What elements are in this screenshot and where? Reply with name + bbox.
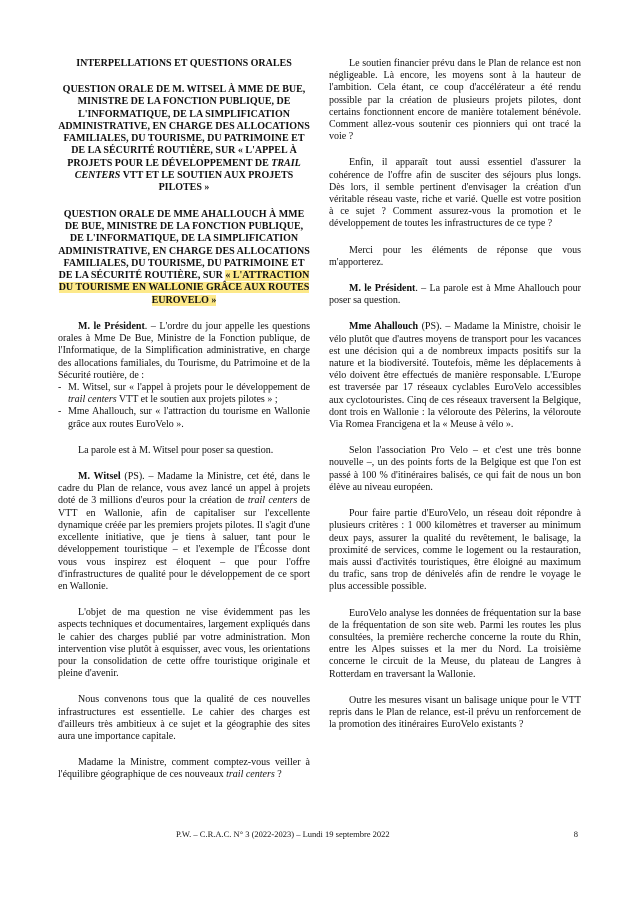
- president-floor-speaker: M. le Président: [349, 283, 416, 295]
- question2-heading-highlight: « L'ATTRACTION DU TOURISME EN WALLONIE GRÂCE AUX ROUTES EUROVELO »: [58, 270, 310, 306]
- left-column: [58, 58, 310, 782]
- witsel-p4-italic: trail centers: [226, 769, 275, 781]
- question2-heading-text: QUESTION ORALE DE MME AHALLOUCH À MME DE BUE, MINISTRE DE LA FONCTION PUBLIQUE, DE L'INFORMATIQUE, DE LA SIMPLIFICATION ADMINISTRATIVE, EN CHARGE DES ALLOCATIONS FAMILIALES, DU TOURISME, DU PATRIMOINE ET DE LA SÉCURITÉ ROUTIÈRE, SUR: [58, 208, 310, 282]
- witsel-speaker: M. Witsel: [78, 471, 121, 483]
- witsel-p1-text2: de VTT en Wallonie, afin de capitaliser sur l'excellente dynamique créée par les premiers projets pilotes. Il s'agit d'une excellente initiative, que je tiens à saluer, tant pour le développement touristique – et l'exemple de l'Écosse dont vous vous inspirez est éloquent – que pour l'offre d'infrastructures de qualité pour le développement de ce sport en Wallonie.: [58, 495, 310, 592]
- floor-witsel: La parole est à M. Witsel pour poser sa question.: [78, 444, 274, 456]
- witsel-paragraph-5: Le soutien financier prévu dans le Plan de relance est non négligeable. Là encore, les moyens sont à la hauteur de l'ambition. Cela étant, ce coup d'accélérateur a été rendu possible par la création de plusieurs projets pilotes, dont certains fonctionnent encore de manière totalement bénévole. Comment allez-vous soutenir ces pionniers qui ont tracé la voie ?: [329, 58, 581, 143]
- ahallouch-paragraph-4: EuroVelo analyse les données de fréquentation sur la base de la fréquentation de son site web. Parmi les routes les plus consultées, la première recherche concerne la route du Rhin, entre les Alpes suisses et la mer du Nord. La troisième concerne le circuit de la Meuse, du plateau de Langres à Rotterdam en traversant la Wallonie.: [329, 607, 581, 680]
- ahallouch-paragraph-3: Pour faire partie d'EuroVelo, un réseau doit répondre à plusieurs critères : 1 000 kilomètres et traverser au minimum deux pays, assurer la qualité du revêtement, le balisage, la proximité de services, comme le logement ou la restauration, mais aussi d'activités touristiques, être éloigné au maximum du trafic, sans trop de dénivelés afin de rendre le voyage le plus accessible possible.: [329, 508, 581, 593]
- witsel-p1-text1: (PS). – Madame la Ministre, cet été, dans le cadre du Plan de relance, vous avez lancé un appel à projets doté de 3 millions d'euros pour la création de: [58, 471, 310, 507]
- ahallouch-paragraph-1: [329, 321, 581, 431]
- question1-heading-end: VTT ET LE SOUTIEN AUX PROJETS PILOTES »: [122, 170, 294, 194]
- witsel-p4-text1: Madame la Ministre, comment comptez-vous veiller à l'équilibre géographique de ces nouveaux: [58, 757, 310, 781]
- president-floor: [329, 283, 581, 307]
- question1-heading: [58, 84, 310, 195]
- witsel-paragraph-2: L'objet de ma question ne vise évidemment pas les aspects techniques et documentaires, largement expliqués dans le cahier des charges publié par votre administration. Mon intervention vise plutôt à esquisser, avec vous, les orientations pour la consolidation de cette offre touristique originale et pleine d'avenir.: [58, 607, 310, 680]
- president-intro-speaker: M. le Président: [78, 321, 145, 333]
- witsel-paragraph-7: Merci pour les éléments de réponse que vous m'apporterez.: [329, 244, 581, 268]
- question1-heading-italic: TRAIL CENTERS: [74, 157, 301, 182]
- agenda-item: [58, 382, 310, 406]
- president-intro: [58, 321, 310, 382]
- question2-heading: [58, 209, 310, 307]
- agenda-item-prefix: Mme Ahallouch, sur « l'attraction du tourisme en Wallonie grâce aux routes EuroVelo ».: [68, 406, 310, 430]
- ahallouch-paragraph-5: Outre les mesures visant un balisage unique pour le VTT repris dans le Plan de relance, est-il prévu un renforcement de la promotion des itinéraires EuroVelo existants ?: [329, 694, 581, 731]
- president-intro-text: . – L'ordre du jour appelle les questions orales à Mme De Bue, Ministre de la Fonction publique, de l'Informatique, de la Simplification administrative, en charge des allocations familiales, du Tourisme, du Patrimoine et de la Sécurité routière, de :: [58, 321, 310, 381]
- ahallouch-paragraph-2: Selon l'association Pro Velo – et c'est une très bonne nouvelle –, un des points forts de la Belgique est que l'on est passé à 100 % d'itinéraires balisés, ce qui fait de nous un bon élève au niveau européen.: [329, 445, 581, 493]
- agenda-item-italic: trail centers: [68, 394, 117, 406]
- agenda-item: [58, 406, 310, 430]
- agenda-item-suffix: VTT et le soutien aux projets pilotes » ;: [116, 394, 278, 406]
- agenda-item-prefix: M. Witsel, sur « l'appel à projets pour le développement de: [68, 382, 310, 394]
- president-floor-text: . – La parole est à Mme Ahallouch pour poser sa question.: [329, 283, 582, 307]
- witsel-paragraph-3: Nous convenons tous que la qualité de ces nouvelles infrastructures est essentielle. Le cahier des charges est d'ailleurs très ambitieux à ce sujet et la géographie des sites aura une importance capitale.: [58, 694, 310, 742]
- footer-text: P.W. – C.R.A.C. N° 3 (2022-2023) – Lundi 19 septembre 2022: [176, 829, 390, 839]
- witsel-p1-italic: trail centers: [247, 495, 298, 507]
- witsel-paragraph-1: [58, 471, 310, 593]
- page-number: 8: [573, 829, 578, 839]
- ahallouch-speaker: Mme Ahallouch: [349, 321, 419, 333]
- right-column: [329, 58, 581, 731]
- agenda-list: [58, 382, 310, 431]
- witsel-paragraph-4: [58, 757, 310, 781]
- ahallouch-p1-text: (PS). – Madame la Ministre, choisir le vélo plutôt que d'autres moyens de transport pour les vacances est une décision qui a de nombreux impacts positifs sur la nature et la biodiversité. Toutefois, même les déplacements à vélo doivent être effectués de manière responsable. L'Europe est traversée par 17 réseaux cyclables EuroVelo accessibles aux cyclotouristes. Cinq de ces réseaux traversent la Belgique, dont trois en Wallonie : la véloroute des Pèlerins, la véloroute Via Romea Francigena et la « Meuse à vélo ».: [329, 321, 581, 431]
- witsel-p4-text2: ?: [274, 769, 282, 781]
- witsel-paragraph-6: Enfin, il apparaît tout aussi essentiel d'assurer la cohérence de l'offre afin de susciter des séjours plus longs. Dès lors, il semble pertinent d'envisager la création d'un véritable réseau vaste, riche et varié. Quelle est votre position à ce sujet ? Comment assurez-vous la promotion et le développement de toutes les infrastructures de ce type ?: [329, 157, 581, 230]
- question1-heading-text: QUESTION ORALE DE M. WITSEL À MME DE BUE, MINISTRE DE LA FONCTION PUBLIQUE, DE L'INFORMATIQUE, DE LA SIMPLIFICATION ADMINISTRATIVE, EN CHARGE DES ALLOCATIONS FAMILIALES, DU TOURISME, DU PATRIMOINE ET DE LA SÉCURITÉ ROUTIÈRE, SUR « L'APPEL À PROJETS POUR LE DÉVELOPPEMENT DE: [58, 84, 310, 169]
- section-heading: INTERPELLATIONS ET QUESTIONS ORALES: [76, 58, 292, 69]
